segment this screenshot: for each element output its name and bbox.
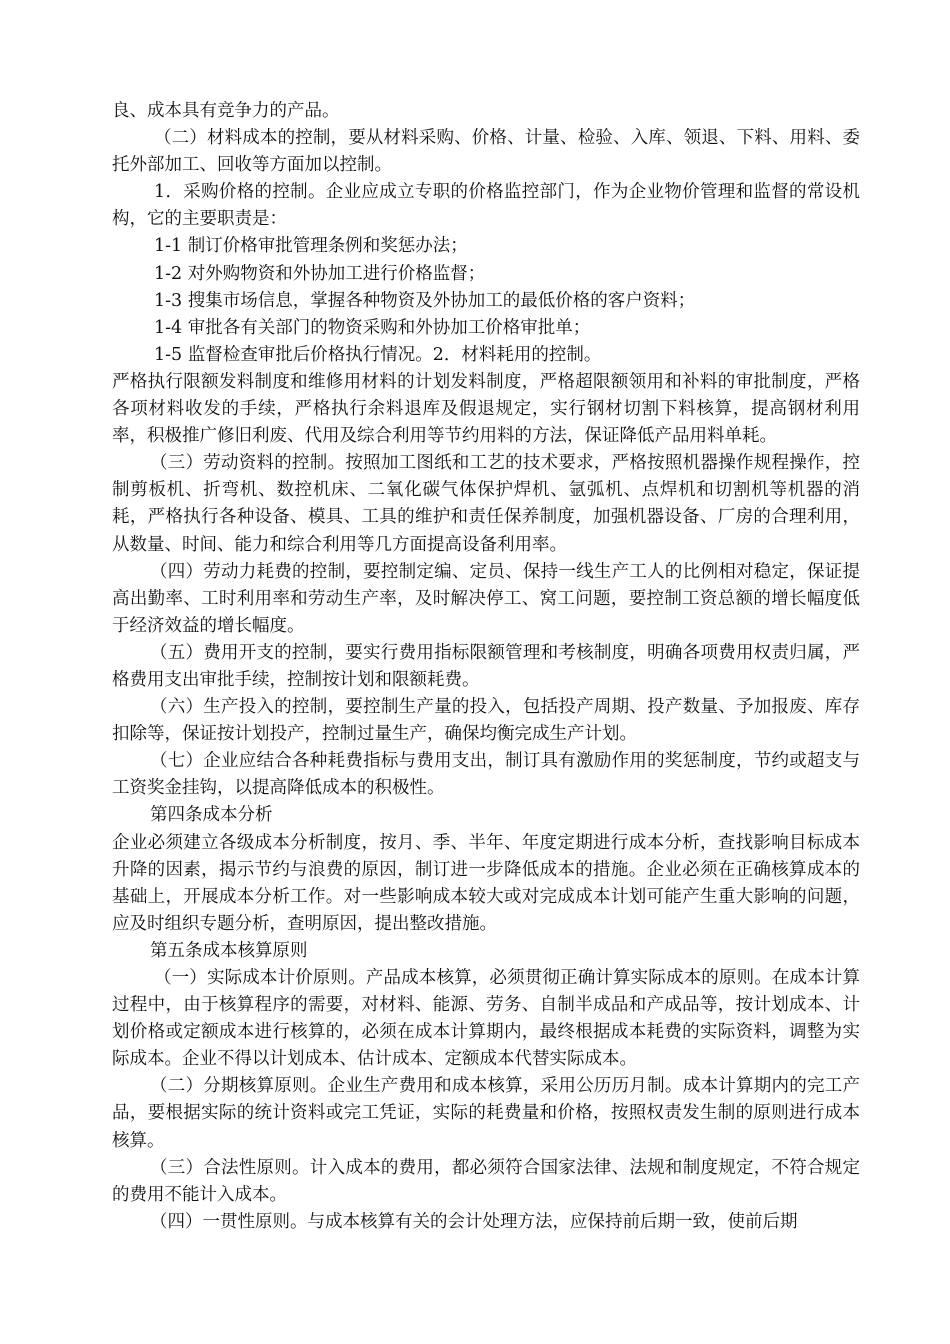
list-item-1-3: 1-3 搜集市场信息，掌握各种物资及外协加工的最低价格的客户资料； <box>154 290 696 311</box>
paragraph-legality-principle: （三）合法性原则。计入成本的费用，都必须符合国家法律、法规和制度规定，不符合规定的费用不能计入成本。 <box>112 1157 860 1205</box>
paragraph-consistency-principle: （四）一贯性原则。与成本核算有关的会计处理方法，应保持前后期一致，使前后期 <box>150 1211 798 1232</box>
paragraph-period-accounting-principle: （二）分期核算原则。企业生产费用和成本核算，采用公历历月制。成本计算期内的完工产品，要根据实际的统计资料或完工凭证，实际的耗费量和价格，按照权责发生制的原则进行成本核算。 <box>112 1076 860 1151</box>
list-item-1-2: 1-2 对外购物资和外协加工进行价格监督； <box>154 263 486 284</box>
list-item-1-1: 1-1 制订价格审批管理条例和奖惩办法； <box>154 236 468 257</box>
section-heading-article-5: 第五条成本核算原则 <box>150 940 308 961</box>
paragraph-labor-materials-control: （三）劳动资料的控制。按照加工图纸和工艺的技术要求，严格按照机器操作规程操作，控制剪板机、折弯机、数控机床、二氧化碳气体保护焊机、氩弧机、点焊机和切割机等机器的消耗，严格执行各种设备、模具、工具的维护和责任保养制度，加强机器设备、厂房的合理利用，从数量、时间、能力和综合利用等几方面提高设备利用率。 <box>112 453 860 555</box>
document-body <box>112 98 860 1236</box>
list-item-1-5: 1-5 监督检查审批后价格执行情况。2．材料耗用的控制。 <box>154 344 602 365</box>
paragraph-labor-cost-control: （四）劳动力耗费的控制，要控制定编、定员、保持一线生产工人的比例相对稳定，保证提高出勤率、工时利用率和劳动生产率，及时解决停工、窝工问题，要控制工资总额的增长幅度低于经济效益的增长幅度。 <box>112 561 860 636</box>
paragraph-actual-cost-principle: （一）实际成本计价原则。产品成本核算，必须贯彻正确计算实际成本的原则。在成本计算过程中，由于核算程序的需要，对材料、能源、劳务、自制半成品和产成品等，按计划成本、计划价格或定额成本进行核算的，必须在成本计算期内，最终根据成本耗费的实际资料，调整为实际成本。企业不得以计划成本、估计成本、定额成本代替实际成本。 <box>112 968 860 1070</box>
list-item-1-4: 1-4 审批各有关部门的物资采购和外协加工价格审批单； <box>154 317 591 338</box>
paragraph-incentive-system: （七）企业应结合各种耗费指标与费用支出，制订具有激励作用的奖惩制度，节约或超支与工资奖金挂钩，以提高降低成本的积极性。 <box>112 751 860 799</box>
paragraph-expense-control: （五）费用开支的控制，要实行费用指标限额管理和考核制度，明确各项费用权责归属，严格费用支出审批手续，控制按计划和限额耗费。 <box>112 642 860 690</box>
paragraph-intro-continuation: 良、成本具有竞争力的产品。 <box>112 101 340 121</box>
paragraph-purchase-price-control: 1．采购价格的控制。企业应成立专职的价格监控部门，作为企业物价管理和监督的常设机构，它的主要职责是： <box>112 182 860 230</box>
section-heading-article-4: 第四条成本分析 <box>150 805 273 826</box>
paragraph-material-cost-control: （二）材料成本的控制，要从材料采购、价格、计量、检验、入库、领退、下料、用料、委托外部加工、回收等方面加以控制。 <box>112 128 860 176</box>
paragraph-material-consumption: 严格执行限额发料制度和维修用材料的计划发料制度，严格超限额领用和补料的审批制度，严格各项材料收发的手续，严格执行余料退库及假退规定，实行钢材切割下料核算，提高钢材利用率，积极推广修旧利废、代用及综合利用等节约用料的方法，保证降低产品用料单耗。 <box>112 371 860 447</box>
paragraph-cost-analysis: 企业必须建立各级成本分析制度，按月、季、半年、年度定期进行成本分析，查找影响目标成本升降的因素，揭示节约与浪费的原因，制订进一步降低成本的措施。企业必须在正确核算成本的基础上，开展成本分析工作。对一些影响成本较大或对完成成本计划可能产生重大影响的问题，应及时组织专题分析，查明原因，提出整改措施。 <box>112 832 860 934</box>
paragraph-production-input-control: （六）生产投入的控制，要控制生产量的投入，包括投产周期、投产数量、予加报废、库存扣除等，保证按计划投产，控制过量生产，确保均衡完成生产计划。 <box>112 697 860 745</box>
